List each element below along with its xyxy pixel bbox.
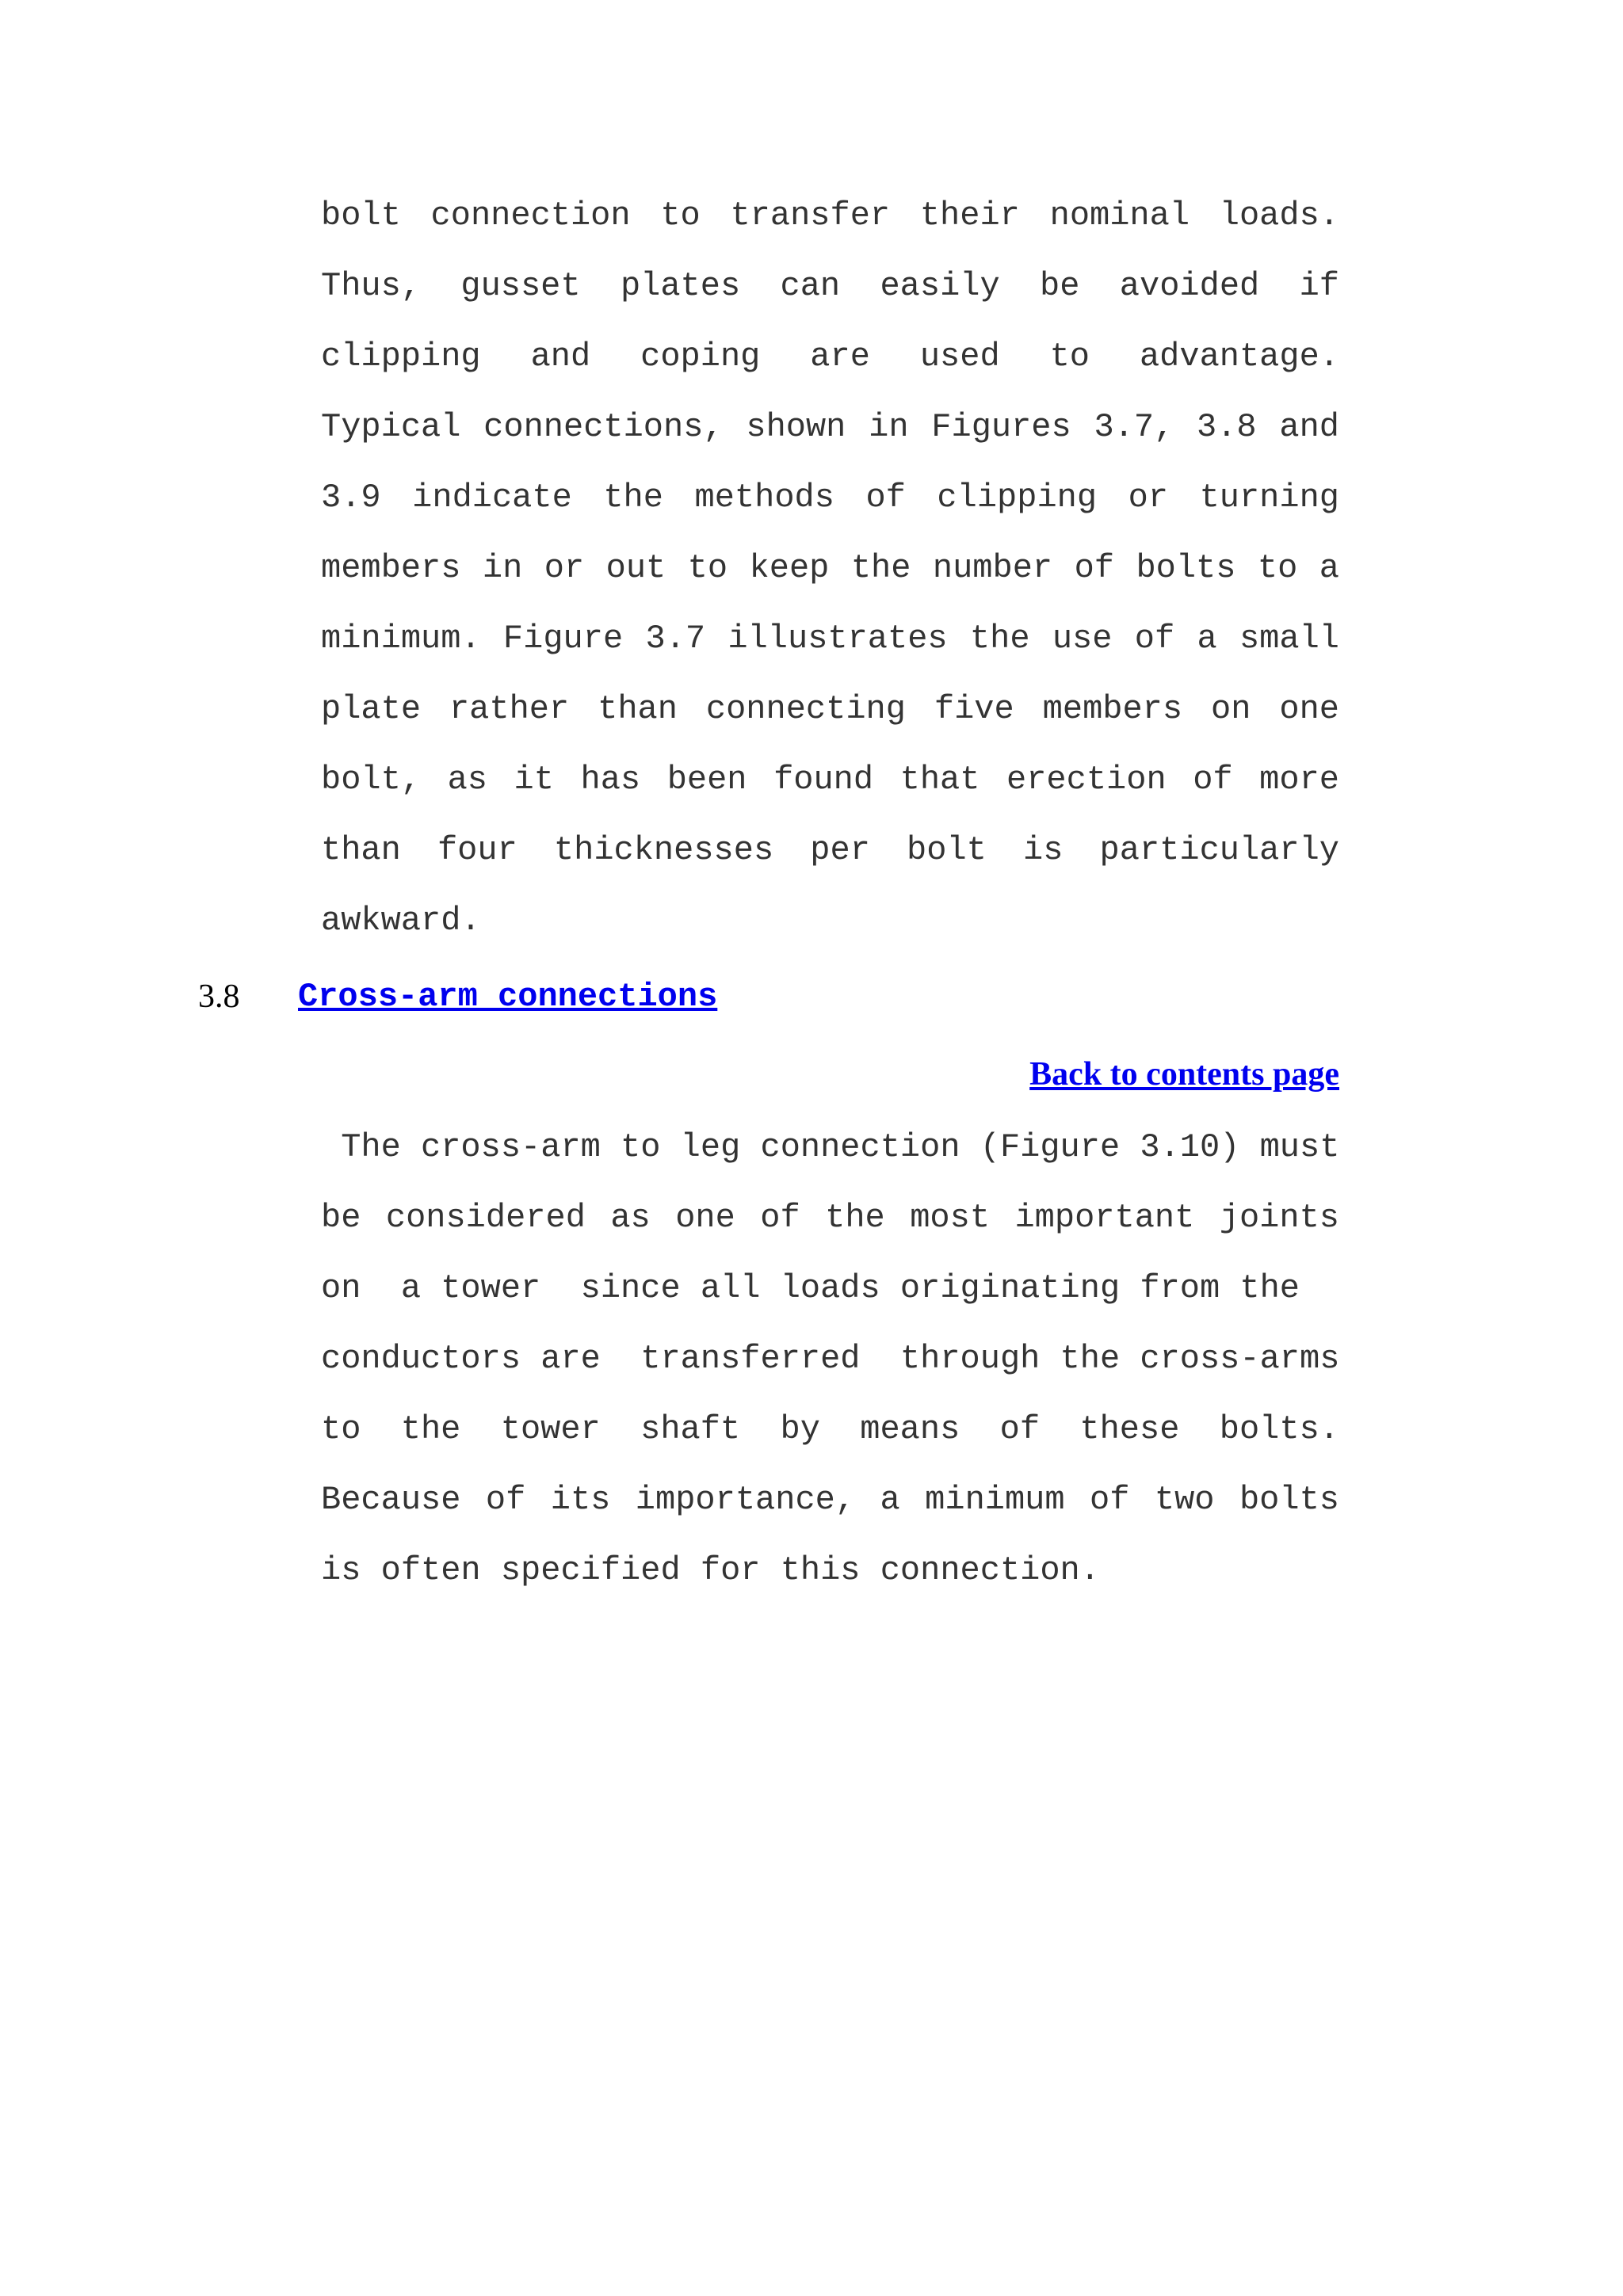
text-line: plate rather than connecting five members on one <box>321 690 1339 728</box>
text-line: than four thicknesses per bolt is particularly <box>321 831 1339 869</box>
text-line: be considered as one of the most important joints <box>321 1199 1339 1237</box>
text-line: Because of its importance, a minimum of two bolts <box>321 1481 1339 1519</box>
text-line: awkward. <box>321 902 481 940</box>
text-line: minimum. Figure 3.7 illustrates the use of a small <box>321 620 1339 658</box>
text-line: 3.9 indicate the methods of clipping or turning <box>321 479 1339 517</box>
back-to-contents-link[interactable]: Back to contents page <box>1029 1056 1339 1093</box>
text-line: on a tower since all loads originating from the <box>321 1269 1300 1307</box>
text-line: is often specified for this connection. <box>321 1551 1100 1589</box>
text-line: The cross-arm to leg connection (Figure 3.10) must <box>321 1128 1340 1166</box>
section-title-link[interactable]: Cross-arm connections <box>298 978 718 1016</box>
text-line: Typical connections, shown in Figures 3.7, 3.8 and <box>321 408 1339 446</box>
text-line: bolt connection to transfer their nominal loads. <box>321 196 1339 235</box>
text-line: to the tower shaft by means of these bolts. <box>321 1410 1339 1448</box>
text-line: clipping and coping are used to advantage. <box>321 338 1339 376</box>
text-line: bolt, as it has been found that erection of more <box>321 761 1339 799</box>
paragraph-cross-arm-connection <box>321 1112 1339 1606</box>
text-line: Thus, gusset plates can easily be avoided if <box>321 267 1339 305</box>
section-number: 3.8 <box>198 978 240 1015</box>
paragraph-bolt-connections <box>321 181 1339 956</box>
text-line: conductors are transferred through the cross-arms <box>321 1340 1340 1378</box>
text-line: members in or out to keep the number of bolts to a <box>321 549 1339 587</box>
